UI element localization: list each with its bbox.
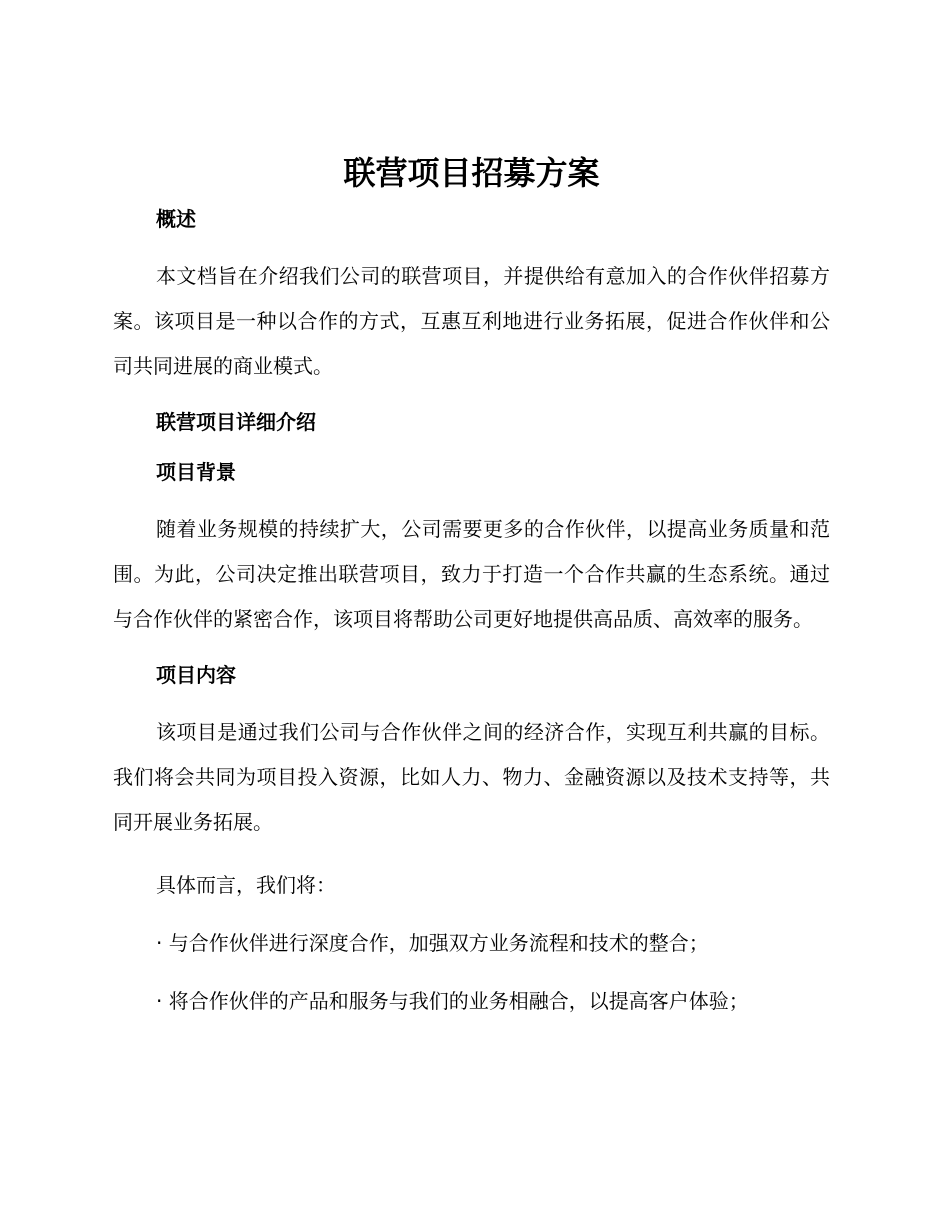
paragraph-specific-intro: 具体而言，我们将： [156,873,336,897]
paragraph-overview: 本文档旨在介绍我们公司的联营项目，并提供给有意加入的合作伙伴招募方案。该项目是一种以合作的方式，互惠互利地进行业务拓展，促进合作伙伴和公司共同进展的商业模式。 [113,264,830,378]
paragraph-project-content: 该项目是通过我们公司与合作伙伴之间的经济合作，实现互利共赢的目标。我们将会共同为项目投入资源，比如人力、物力、金融资源以及技术支持等，共同开展业务拓展。 [113,720,830,834]
paragraph-project-background: 随着业务规模的持续扩大，公司需要更多的合作伙伴，以提高业务质量和范围。为此，公司决定推出联营项目，致力于打造一个合作共赢的生态系统。通过与合作伙伴的紧密合作，该项目将帮助公司更好地提供高品质、高效率的服务。 [113,517,830,631]
document-page [113,148,830,1037]
list-item: · 与合作伙伴进行深度合作，加强双方业务流程和技术的整合； [156,931,709,955]
heading-overview: 概述 [156,207,196,231]
heading-project-detail: 联营项目详细介绍 [156,410,316,434]
list-item: · 将合作伙伴的产品和服务与我们的业务相融合，以提高客户体验； [156,989,749,1013]
document-title: 联营项目招募方案 [343,154,600,192]
heading-project-background: 项目背景 [156,460,236,484]
heading-project-content: 项目内容 [156,663,236,687]
